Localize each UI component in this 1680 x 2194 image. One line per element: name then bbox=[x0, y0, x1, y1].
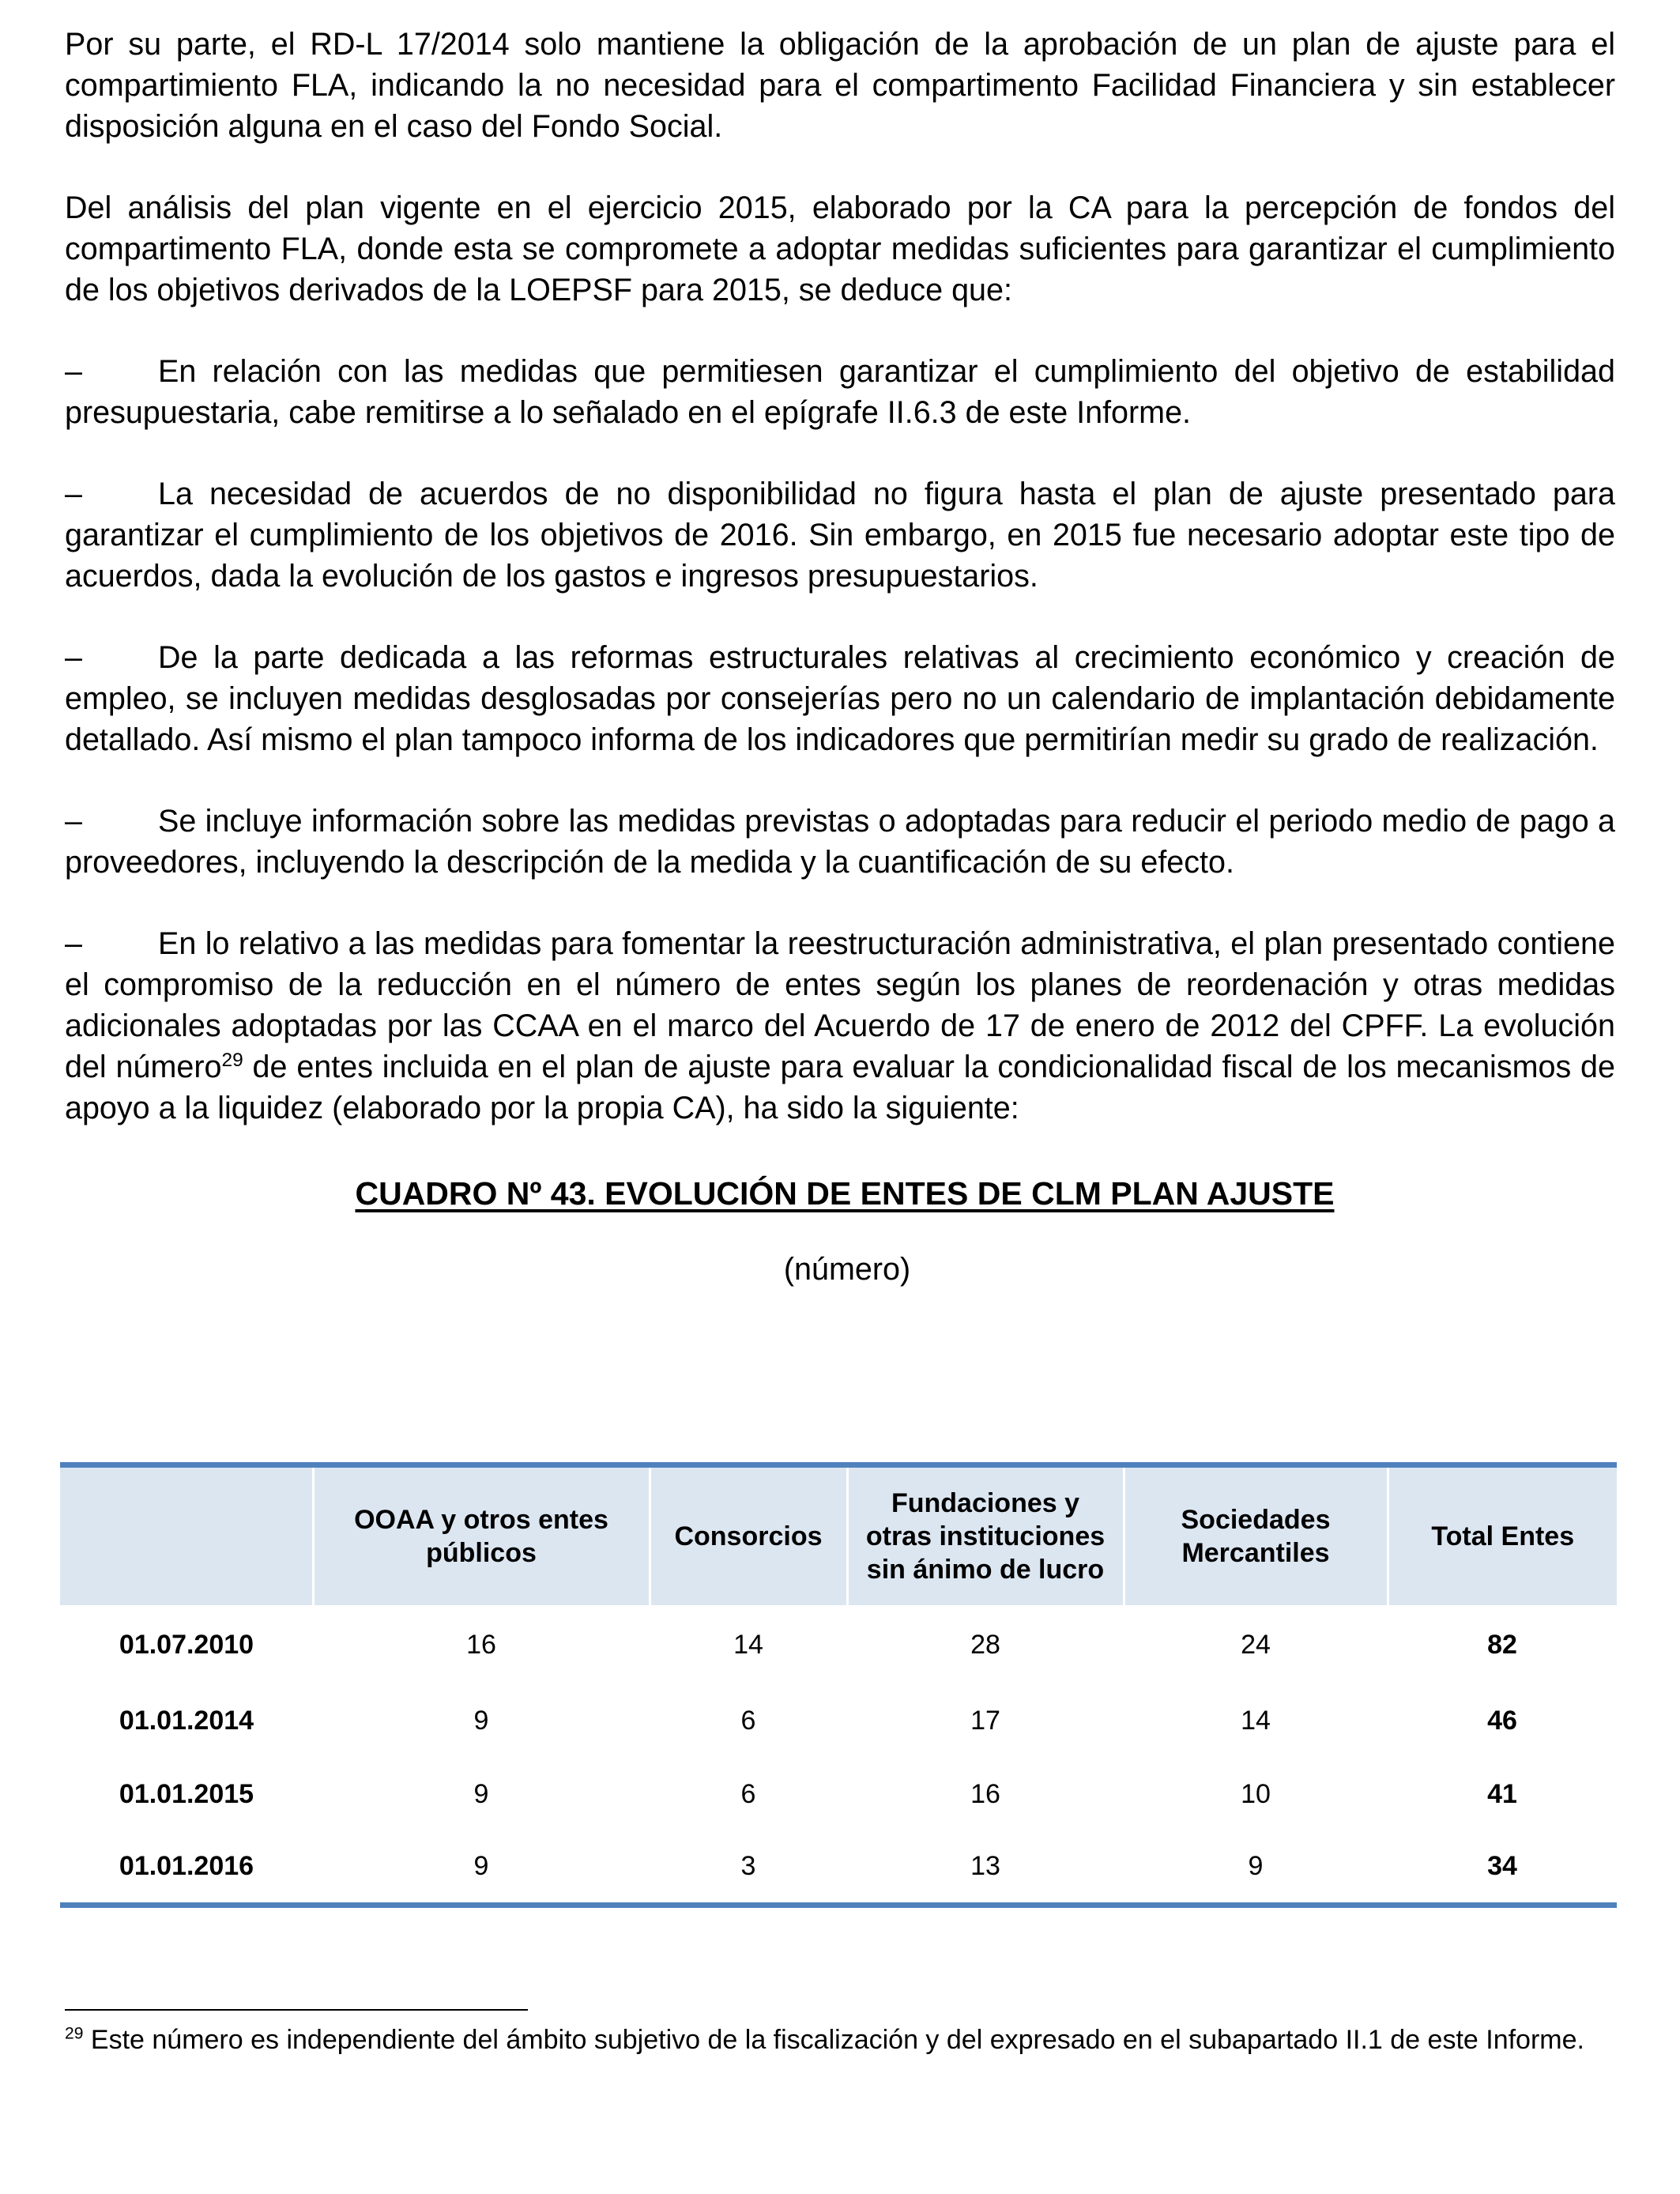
footnote-reference[interactable]: 29 bbox=[221, 1049, 243, 1071]
header-sociedades-line1: Sociedades bbox=[1181, 1505, 1331, 1535]
bullet-dash: – bbox=[65, 804, 82, 839]
bullet-periodo-medio-pago bbox=[65, 801, 1615, 883]
bullet-dash: – bbox=[65, 477, 82, 511]
entes-evolution-table bbox=[60, 1462, 1617, 1908]
bullet-text: De la parte dedicada a las reformas estructurales relativas al crecimiento económico y creación de empleo, se incluyen medidas desglosadas por consejerías pero no un calendario de implantación debidamente detallado. Así mismo el plan tampoco informa de los indicadores que permitirían medir su grado de realización. bbox=[65, 640, 1615, 757]
header-ooaa bbox=[313, 1465, 650, 1606]
table-row bbox=[60, 1831, 1617, 1905]
bullet-no-disponibilidad bbox=[65, 473, 1615, 597]
bullet-dash: – bbox=[65, 926, 82, 961]
table-row bbox=[60, 1684, 1617, 1758]
header-total: Total Entes bbox=[1431, 1521, 1575, 1551]
header-fundaciones-line2: otras instituciones bbox=[865, 1521, 1106, 1551]
cell-sociedades: 9 bbox=[1248, 1851, 1264, 1882]
header-ooaa-line2: públicos bbox=[426, 1538, 537, 1568]
cell-sociedades: 24 bbox=[1241, 1629, 1271, 1660]
header-ooaa-line1: OOAA y otros entes bbox=[354, 1505, 608, 1535]
cell-total: 34 bbox=[1487, 1851, 1517, 1882]
bullet-reformas-estructurales bbox=[65, 637, 1615, 760]
paragraph-rdl-17-2014: Por su parte, el RD-L 17/2014 solo mantiene la obligación de la aprobación de un plan de ajuste para el compartimiento FLA, indicando la no necesidad para el compartimento Facilidad Financiera y sin establecer disposición alguna en el caso del Fondo Social. bbox=[65, 27, 1615, 144]
header-blank bbox=[60, 1465, 313, 1606]
cell-consorcios: 6 bbox=[740, 1779, 756, 1809]
bullet-text-before: En lo relativo a las medidas para fomentar la reestructuración administrativa, el plan presentado contiene el compromiso de la reducción en el número de entes según los planes de reordenación y otras medidas adicionales adoptadas por las CCAA en el marco del Acuerdo de 17 de enero de 2012 del CPFF. La evolución del número bbox=[65, 926, 1615, 1084]
table-subtitle: (número) bbox=[783, 1252, 911, 1287]
bullet-reestructuracion bbox=[65, 923, 1615, 1129]
header-sociedades bbox=[1124, 1465, 1388, 1606]
cell-fundaciones: 17 bbox=[970, 1706, 1000, 1736]
cell-consorcios: 3 bbox=[740, 1851, 756, 1882]
cell-fundaciones: 13 bbox=[970, 1851, 1000, 1882]
cell-sociedades: 10 bbox=[1241, 1779, 1271, 1809]
footnote-29 bbox=[65, 2023, 1615, 2056]
cell-fundaciones: 16 bbox=[970, 1779, 1000, 1809]
row-date: 01.07.2010 bbox=[119, 1629, 254, 1660]
bullet-estabilidad bbox=[65, 351, 1615, 433]
cell-ooaa: 9 bbox=[473, 1851, 489, 1882]
document-body bbox=[65, 24, 1615, 1290]
bullet-text: En relación con las medidas que permitiesen garantizar el cumplimiento del objetivo de estabilidad presupuestaria, cabe remitirse a lo señalado en el epígrafe II.6.3 de este Informe. bbox=[65, 354, 1615, 430]
table-row bbox=[60, 1758, 1617, 1831]
cell-consorcios: 14 bbox=[733, 1629, 763, 1660]
cell-ooaa: 9 bbox=[473, 1779, 489, 1809]
row-date: 01.01.2014 bbox=[119, 1706, 254, 1736]
bullet-text-after: de entes incluida en el plan de ajuste para evaluar la condicionalidad fiscal de los mecanismos de apoyo a la liquidez (elaborado por la propia CA), ha sido la siguiente: bbox=[65, 1050, 1615, 1125]
row-date: 01.01.2016 bbox=[119, 1851, 254, 1882]
table-header-row bbox=[60, 1465, 1617, 1606]
bullet-dash: – bbox=[65, 354, 82, 389]
cell-fundaciones: 28 bbox=[970, 1629, 1000, 1660]
table-title: CUADRO Nº 43. EVOLUCIÓN DE ENTES DE CLM PLAN AJUSTE bbox=[355, 1175, 1335, 1212]
footnote-separator bbox=[65, 2009, 528, 2011]
header-sociedades-line2: Mercantiles bbox=[1181, 1538, 1330, 1568]
header-fundaciones-line1: Fundaciones y bbox=[891, 1488, 1080, 1518]
cell-ooaa: 9 bbox=[473, 1706, 489, 1736]
bullet-dash: – bbox=[65, 640, 82, 675]
cell-total: 41 bbox=[1487, 1779, 1517, 1809]
footnote-text: Este número es independiente del ámbito subjetivo de la fiscalización y del expresado en el subapartado II.1 de este Informe. bbox=[83, 2025, 1584, 2055]
header-consorcios: Consorcios bbox=[650, 1465, 847, 1606]
row-date: 01.01.2015 bbox=[119, 1779, 254, 1809]
header-fundaciones-line3: sin ánimo de lucro bbox=[866, 1555, 1105, 1585]
cell-consorcios: 6 bbox=[740, 1706, 756, 1736]
footnote-number: 29 bbox=[65, 2024, 84, 2043]
cell-total: 46 bbox=[1487, 1706, 1517, 1736]
table-row bbox=[60, 1605, 1617, 1684]
bullet-text: La necesidad de acuerdos de no disponibilidad no figura hasta el plan de ajuste presentado para garantizar el cumplimiento de los objetivos de 2016. Sin embargo, en 2015 fue necesario adoptar este tipo de acuerdos, dada la evolución de los gastos e ingresos presupuestarios. bbox=[65, 477, 1615, 594]
cell-total: 82 bbox=[1487, 1629, 1517, 1660]
paragraph-analisis-plan: Del análisis del plan vigente en el ejercicio 2015, elaborado por la CA para la percepción de fondos del compartimento FLA, donde esta se compromete a adoptar medidas suficientes para garantizar el cumplimiento de los objetivos derivados de la LOEPSF para 2015, se deduce que: bbox=[65, 190, 1615, 307]
cell-ooaa: 16 bbox=[466, 1629, 496, 1660]
cell-sociedades: 14 bbox=[1241, 1706, 1271, 1736]
bullet-text: Se incluye información sobre las medidas previstas o adoptadas para reducir el periodo medio de pago a proveedores, incluyendo la descripción de la medida y la cuantificación de su efecto. bbox=[65, 804, 1615, 880]
header-fundaciones bbox=[847, 1465, 1124, 1606]
